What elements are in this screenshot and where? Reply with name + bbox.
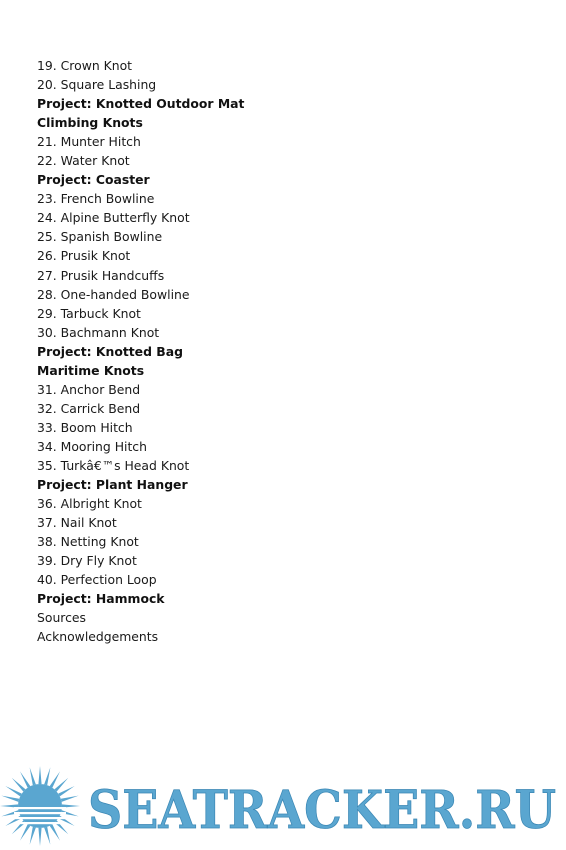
toc-entry[interactable]: 24. Alpine Butterfly Knot — [37, 210, 190, 226]
toc-entry[interactable]: 25. Spanish Bowline — [37, 229, 163, 245]
toc-entry[interactable]: 33. Boom Hitch — [37, 419, 133, 435]
sun-ray — [1, 796, 19, 802]
toc-entry[interactable]: 21. Munter Hitch — [37, 134, 141, 150]
toc-entry[interactable]: 39. Dry Fly Knot — [37, 553, 137, 569]
sun-ray — [54, 778, 68, 792]
watermark-text: SEATRACKER.RU — [88, 780, 556, 841]
seatracker-watermark — [0, 762, 566, 850]
sun-ray — [58, 786, 74, 796]
toc-section-heading[interactable]: Project: Hammock — [37, 591, 165, 607]
sun-over-sea-icon — [0, 766, 80, 846]
sun-ray — [44, 767, 50, 785]
toc-section-heading[interactable]: Climbing Knots — [37, 115, 143, 131]
toc-section-heading[interactable]: Maritime Knots — [37, 362, 145, 378]
toc-entry[interactable]: 36. Albright Knot — [37, 496, 142, 512]
sun-ray — [20, 824, 30, 840]
sun-ray — [61, 796, 79, 802]
toc-entry[interactable]: 30. Bachmann Knot — [37, 324, 160, 340]
sun-ray — [50, 824, 60, 840]
sun-ray — [50, 771, 60, 787]
toc-entry[interactable]: Acknowledgements — [37, 629, 159, 645]
toc-section-heading[interactable]: Project: Knotted Bag — [37, 343, 183, 359]
sun-ray — [5, 786, 21, 796]
sun-ray — [30, 767, 36, 785]
sun-ray — [44, 827, 50, 845]
watermark-graphic — [0, 762, 566, 850]
toc-entry[interactable]: 23. French Bowline — [37, 191, 155, 207]
toc-section-heading[interactable]: Project: Coaster — [37, 172, 150, 188]
toc-entry[interactable]: 27. Prusik Handcuffs — [37, 267, 165, 283]
toc-entry[interactable]: 32. Carrick Bend — [37, 400, 141, 416]
toc-entry[interactable]: Sources — [37, 610, 87, 626]
toc-entry[interactable]: 37. Nail Knot — [37, 515, 117, 531]
toc-entry[interactable]: 40. Perfection Loop — [37, 572, 157, 588]
toc-entry[interactable]: 34. Mooring Hitch — [37, 438, 147, 454]
toc-entry[interactable]: 38. Netting Knot — [37, 534, 139, 550]
table-of-contents — [37, 56, 244, 646]
sun-ray — [30, 827, 36, 845]
toc-entry[interactable]: 31. Anchor Bend — [37, 381, 141, 397]
sun-ray — [38, 766, 41, 784]
toc-section-heading[interactable]: Project: Plant Hanger — [37, 477, 188, 493]
toc-entry[interactable]: 29. Tarbuck Knot — [37, 305, 141, 321]
toc-entry[interactable]: 22. Water Knot — [37, 153, 130, 169]
sun-ray — [12, 778, 26, 792]
toc-entry[interactable]: 20. Square Lashing — [37, 77, 157, 93]
toc-entry[interactable]: 19. Crown Knot — [37, 58, 133, 73]
toc-entry[interactable]: 35. Turkâ€™s Head Knot — [37, 457, 190, 473]
toc-section-heading[interactable]: Project: Knotted Outdoor Mat — [37, 96, 245, 112]
sun-ray — [20, 771, 30, 787]
toc-entry[interactable]: 28. One-handed Bowline — [37, 286, 190, 302]
sun-ray — [38, 828, 41, 846]
toc-entry[interactable]: 26. Prusik Knot — [37, 248, 131, 264]
